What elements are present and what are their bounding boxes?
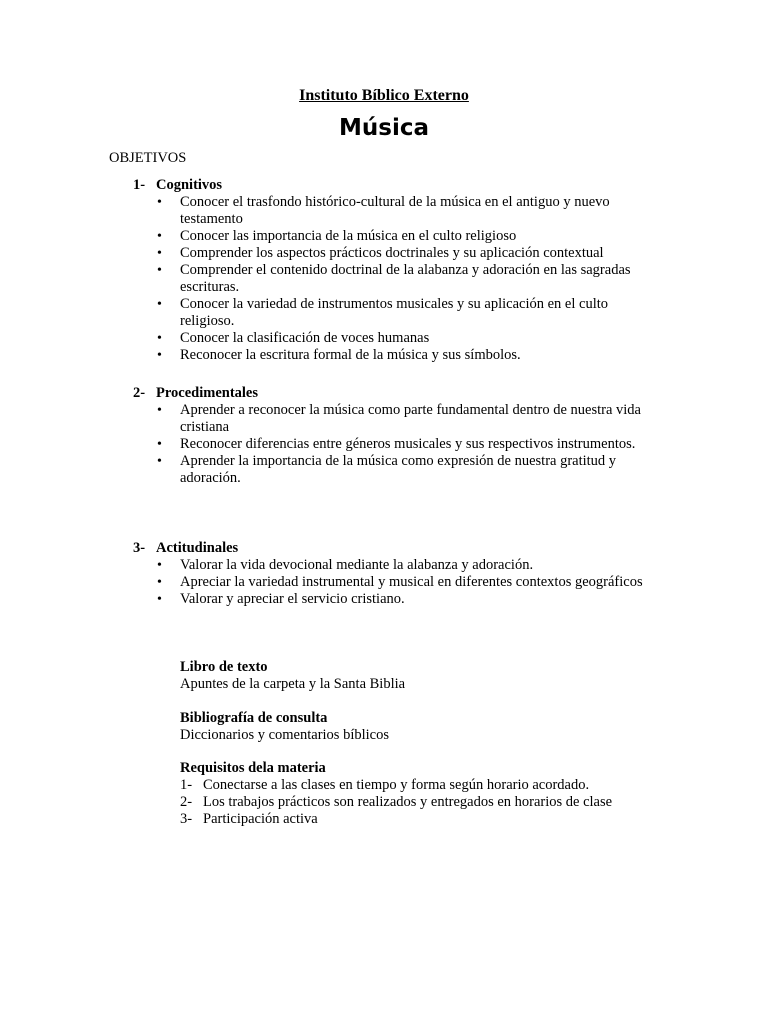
section-heading	[109, 540, 669, 557]
section-actitudinales	[109, 540, 669, 608]
institute-title: Instituto Bíblico Externo	[299, 87, 469, 104]
list-item: 3- Participación activa	[180, 811, 318, 827]
list-item: • Aprender a reconocer la música como parte fundamental dentro de nuestra vida cristiana	[157, 402, 641, 435]
item-number: 1-	[180, 777, 193, 793]
bullet-list	[109, 402, 669, 487]
bullet-icon: •	[157, 575, 162, 590]
item-number: 3-	[180, 811, 193, 827]
section-title: Actitudinales	[156, 540, 239, 556]
bullet-icon: •	[157, 246, 162, 261]
textbook-text: Apuntes de la carpeta y la Santa Biblia	[180, 676, 406, 692]
section-number: 3-	[133, 540, 146, 556]
section-procedimentales	[109, 385, 669, 487]
requirements-block	[180, 760, 670, 828]
list-item: • Comprender los aspectos prácticos doctrinales y su aplicación contextual	[157, 245, 604, 261]
bullet-icon: •	[157, 195, 162, 210]
list-item: • Conocer el trasfondo histórico-cultural de la música en el antiguo y nuevo testamento	[157, 194, 610, 227]
bullet-icon: •	[157, 229, 162, 244]
list-item: • Reconocer diferencias entre géneros musicales y sus respectivos instrumentos.	[157, 436, 636, 452]
bullet-list	[109, 557, 669, 608]
list-item: • Comprender el contenido doctrinal de la alabanza y adoración en las sagradas escrituras.	[157, 262, 631, 295]
list-item: • Reconocer la escritura formal de la música y sus símbolos.	[157, 347, 521, 363]
list-item: 2- Los trabajos prácticos son realizados y entregados en horarios de clase	[180, 794, 613, 810]
section-cognitivos	[109, 177, 669, 364]
bibliography-block	[180, 710, 660, 744]
bullet-icon: •	[157, 592, 162, 607]
requirements-heading: Requisitos dela materia	[180, 760, 326, 776]
bullet-icon: •	[157, 403, 162, 418]
section-heading	[109, 385, 669, 402]
bullet-icon: •	[157, 297, 162, 312]
list-item: • Conocer las importancia de la música en el culto religioso	[157, 228, 517, 244]
list-item: • Valorar la vida devocional mediante la alabanza y adoración.	[157, 557, 534, 573]
bibliography-heading: Bibliografía de consulta	[180, 710, 328, 726]
textbook-block	[180, 659, 660, 693]
requirements-list	[180, 777, 670, 828]
list-item: 1- Conectarse a las clases en tiempo y forma según horario acordado.	[180, 777, 590, 793]
bullet-icon: •	[157, 331, 162, 346]
bullet-icon: •	[157, 454, 162, 469]
bullet-icon: •	[157, 263, 162, 278]
list-item: • Aprender la importancia de la música como expresión de nuestra gratitud y adoración.	[157, 453, 617, 486]
bibliography-text: Diccionarios y comentarios bíblicos	[180, 727, 389, 743]
list-item: • Conocer la clasificación de voces humanas	[157, 330, 430, 346]
section-number: 2-	[133, 385, 146, 401]
bullet-icon: •	[157, 437, 162, 452]
section-number: 1-	[133, 177, 146, 193]
section-title: Procedimentales	[156, 385, 259, 401]
bullet-list	[109, 194, 669, 364]
section-title: Cognitivos	[156, 177, 223, 193]
item-number: 2-	[180, 794, 193, 810]
section-heading	[109, 177, 669, 194]
subject-title: Música	[339, 115, 429, 141]
list-item: • Valorar y apreciar el servicio cristiano.	[157, 591, 405, 607]
textbook-heading: Libro de texto	[180, 659, 268, 675]
bullet-icon: •	[157, 348, 162, 363]
list-item: • Conocer la variedad de instrumentos musicales y su aplicación en el culto religioso.	[157, 296, 609, 329]
objectives-label: OBJETIVOS	[109, 150, 187, 166]
bullet-icon: •	[157, 558, 162, 573]
list-item: • Apreciar la variedad instrumental y musical en diferentes contextos geográficos	[157, 574, 643, 590]
